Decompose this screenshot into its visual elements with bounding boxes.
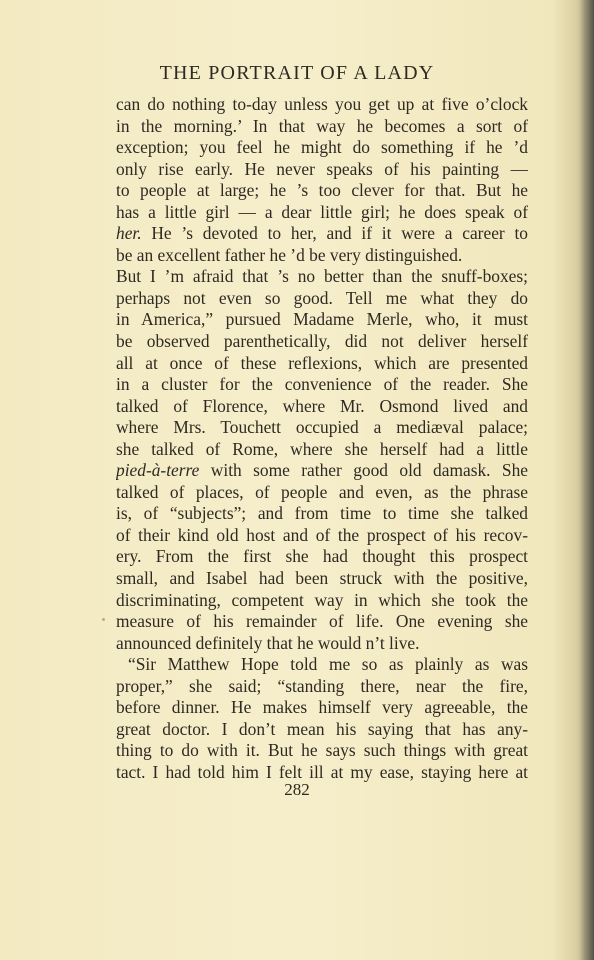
text-line: of their kind old host and of the prospect of his recov- xyxy=(116,524,528,545)
text-line: discriminating, competent way in which she took the xyxy=(116,589,528,610)
page-number: 282 xyxy=(284,780,310,799)
text-line: can do nothing to-day unless you get up at five o’clock xyxy=(116,94,528,114)
text-line-rest: with some rather good old damask. She xyxy=(199,460,528,481)
text-line: talked of Florence, where Mr. Osmond lived and xyxy=(116,395,528,416)
text-line: small, and Isabel had been struck with the positive, xyxy=(116,568,528,589)
text-line: before dinner. He makes himself very agreeable, the xyxy=(116,697,528,718)
text-line: talked of places, of people and even, as the phrase xyxy=(116,481,528,502)
paper-speck xyxy=(102,618,105,621)
text-line-italic-start xyxy=(116,460,528,482)
text-line: “Sir Matthew Hope told me so as plainly as was xyxy=(128,654,528,675)
italic-word: pied-à-terre xyxy=(116,460,200,481)
text-line: to people at large; he ’s too clever for that. But he xyxy=(116,180,528,201)
text-line: ery. From the first she had thought this prospect xyxy=(116,546,528,567)
text-line: only rise early. He never speaks of his painting — xyxy=(116,158,528,179)
text-line: announced definitely that he would n’t live. xyxy=(116,632,420,653)
text-line: is, of “subjects”; and from time to time she talked xyxy=(116,503,528,524)
running-head: THE PORTRAIT OF A LADY xyxy=(159,62,435,84)
text-line: measure of his remainder of life. One evening she xyxy=(116,611,528,632)
page-edge-shadow xyxy=(580,0,594,960)
text-line: has a little girl — a dear little girl; he does speak of xyxy=(116,201,528,222)
text-line: where Mrs. Touchett occupied a mediæval palace; xyxy=(116,417,528,438)
italic-word: her. xyxy=(116,223,142,244)
text-line: thing to do with it. But he says such things with great xyxy=(116,740,528,761)
text-line: in America,” pursued Madame Merle, who, it must xyxy=(116,309,528,330)
text-line: tact. I had told him I felt ill at my ease, staying here at xyxy=(116,761,528,782)
body-text xyxy=(116,94,528,784)
text-line: all at once of these reflexions, which are presented xyxy=(116,352,528,373)
text-line: be observed parenthetically, did not deliver herself xyxy=(116,331,528,352)
text-line-italic-start xyxy=(116,223,528,245)
text-line: But I ’m afraid that ’s no better than the snuff-boxes; xyxy=(116,266,528,287)
text-line: perhaps not even so good. Tell me what they do xyxy=(116,287,528,308)
text-line: in the morning.’ In that way he becomes a sort of xyxy=(116,115,528,136)
text-line-rest: He ’s devoted to her, and if it were a career to xyxy=(141,223,528,244)
text-line: exception; you feel he might do something if he ’d xyxy=(116,137,528,158)
text-line: in a cluster for the convenience of the reader. She xyxy=(116,374,528,395)
text-line: great doctor. I don’t mean his saying that has any- xyxy=(116,718,528,739)
text-line: proper,” she said; “standing there, near the fire, xyxy=(116,675,528,696)
text-line: be an excellent father he ’d be very distinguished. xyxy=(116,244,463,265)
text-line: she talked of Rome, where she herself had a little xyxy=(116,438,528,459)
